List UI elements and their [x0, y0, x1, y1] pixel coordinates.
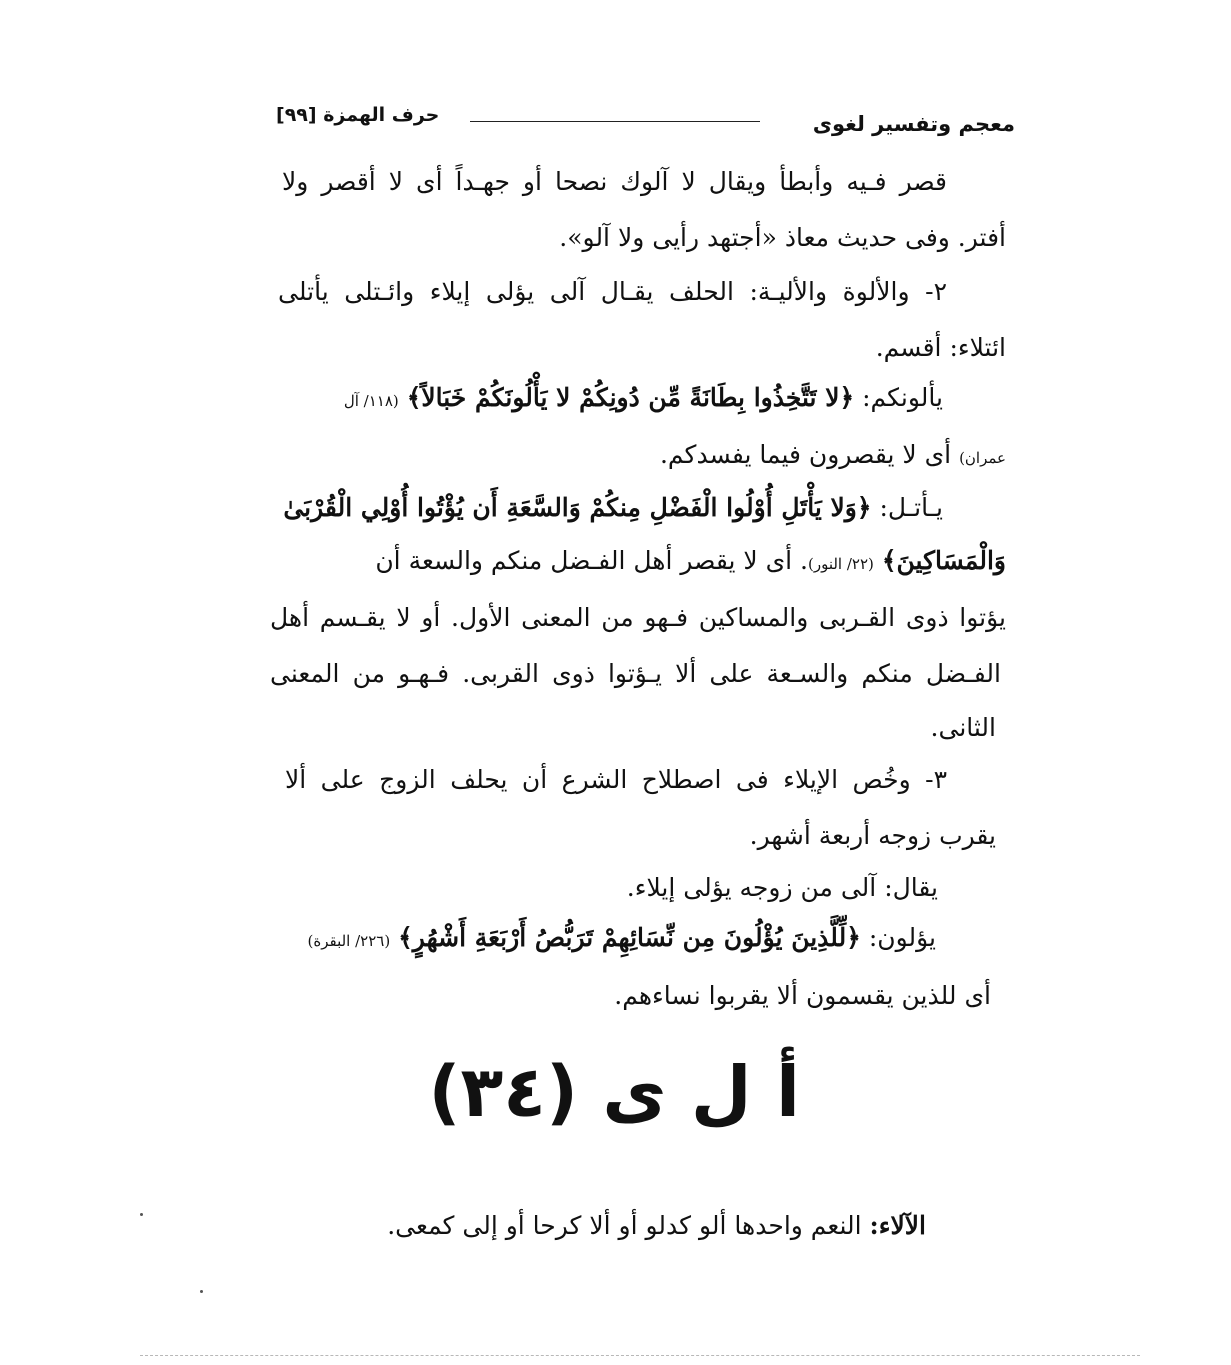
text-line: ٣- وخُص الإيلاء فى اصطلاح الشرع أن يحلف الزوج على ألا: [285, 765, 947, 794]
text-line: ٢- والألوة والأليـة: الحلف يقـال آلى يؤلى إيلاء وائـتلى يأتلى: [278, 277, 947, 306]
text-line: الثانى.: [930, 713, 996, 742]
text-line: يقال: آلى من زوجه يؤلى إيلاء.: [626, 873, 938, 902]
quran-verse: وَالْمَسَاكِينَ﴾: [881, 546, 1006, 575]
entry-heading: أ ل ى (٣٤): [428, 1051, 800, 1133]
text-line: الفـضل منكم والسـعة على ألا يـؤتوا ذوى القربى. فـهـو من المعنى: [270, 659, 1001, 688]
headword: يؤلون:: [868, 923, 936, 952]
text-line: يؤتوا ذوى القـربى والمساكين فـهو من المعنى الأول. أو لا يقـسم أهل: [270, 603, 1006, 632]
scan-border-line: [140, 1355, 1140, 1356]
running-header: [270, 104, 1015, 144]
headword: يألونكم:: [862, 383, 943, 412]
text-line: يقرب زوجه أربعة أشهر.: [749, 821, 996, 850]
header-rule: [470, 121, 760, 122]
verse-reference: (٢٢/ النور): [807, 555, 874, 573]
headword: يـأتـل:: [879, 493, 943, 522]
text-line: أفتر. وفى حديث معاذ «أجتهد رأيى ولا آلو».: [559, 223, 1006, 252]
gloss-text: أى لا يقصرون فيما يفسدكم.: [659, 440, 952, 469]
gloss-text: . أى لا يقصر أهل الفـضل منكم والسعة أن: [375, 546, 808, 575]
book-title: معجم وتفسير لغوى: [812, 112, 1015, 136]
scan-speck: [140, 1213, 143, 1216]
definition-line: [387, 1208, 926, 1244]
quran-verse: ﴿وَلا يَأْتَلِ أُوْلُوا الْفَضْلِ مِنكُمْ وَالسَّعَةِ أَن يُؤْتُوا أُوْلِي الْقُرْبَىٰ: [283, 493, 872, 522]
text-line: أى للذين يقسمون ألا يقربوا نساءهم.: [614, 981, 991, 1010]
definition-text: النعم واحدها ألو كدلو أو ألا كرحا أو إلى كمعى.: [387, 1211, 862, 1240]
quran-citation-line: [308, 920, 937, 959]
text-line: ائتلاء: أقسم.: [875, 333, 1006, 362]
text-line: [660, 437, 1006, 476]
quran-citation-line: [344, 380, 943, 419]
verse-reference: عمران): [959, 449, 1006, 467]
verse-reference: (٢٢٦/ البقرة): [307, 932, 391, 950]
quran-citation-line: [375, 543, 1006, 582]
quran-verse: ﴿لِّلَّذِينَ يُؤْلُونَ مِن نِّسَائِهِمْ تَرَبُّصُ أَرْبَعَةِ أَشْهُرٍ﴾: [398, 923, 861, 952]
scan-speck: [200, 1290, 203, 1293]
text-line: قصر فـيه وأبطأ ويقال لا آلوك نصحا أو جهـداً أى لا أقصر ولا: [282, 167, 947, 196]
quran-citation-line: [283, 490, 943, 526]
definition-term: الآلاء:: [869, 1211, 926, 1240]
chapter-label: حرف الهمزة [٩٩]: [276, 104, 440, 126]
quran-verse: ﴿لا تَتَّخِذُوا بِطَانَةً مِّن دُونِكُمْ لا يَأْلُونَكُمْ خَبَالاً﴾: [406, 383, 855, 412]
verse-reference: (١١٨/ آل: [343, 392, 399, 410]
